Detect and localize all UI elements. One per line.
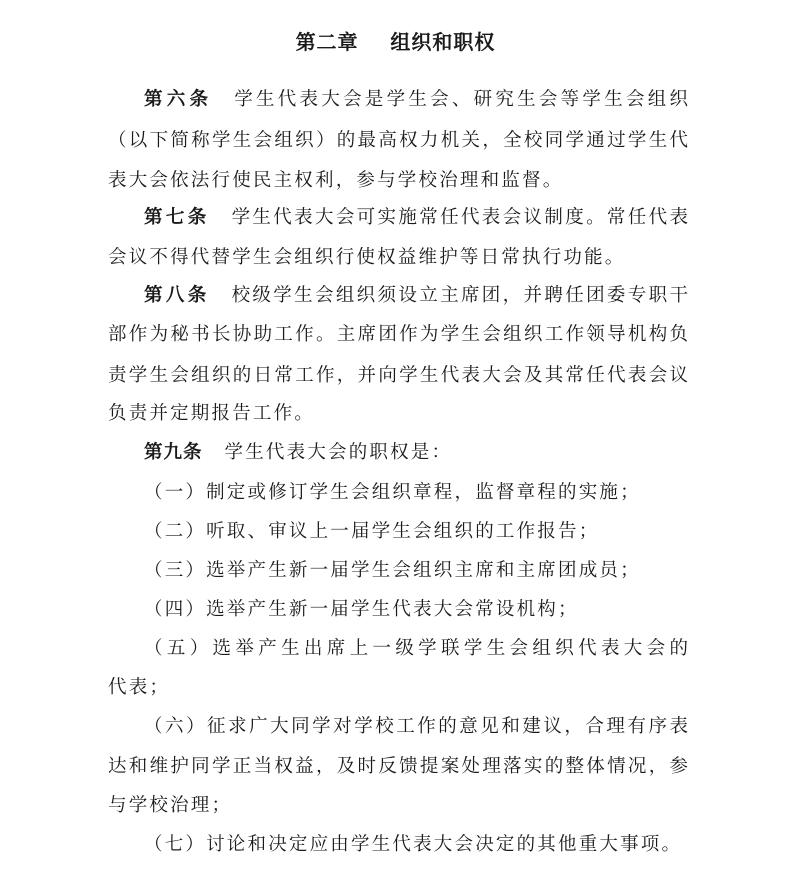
art7-line-1 xyxy=(144,205,688,231)
art6-heading: 第六条 xyxy=(144,89,213,110)
art9-item-6-cont-1: 达和维护同学正当权益，及时反馈提案处理落实的整体情况，参 xyxy=(108,756,688,777)
art9-item-6: （六）征求广大同学对学校工作的意见和建议，合理有序表 xyxy=(144,716,688,737)
art6-text-1: 学生代表大会是学生会、研究生会等学生会组织 xyxy=(234,89,688,110)
art7-text-1: 学生代表大会可实施常任代表会议制度。常任代表 xyxy=(231,207,688,228)
art8-text-1: 校级学生会组织须设立主席团，并聘任团委专职干 xyxy=(231,285,688,306)
art6-line-3: 表大会依法行使民主权利，参与学校治理和监督。 xyxy=(108,170,564,191)
art9-intro: 学生代表大会的职权是： xyxy=(224,442,453,463)
art9-item-3: （三）选举产生新一届学生会组织主席和主席团成员； xyxy=(144,560,641,581)
art9-item-2: （二）听取、审议上一届学生会组织的工作报告； xyxy=(144,521,600,542)
art9-item-6-cont-2: 与学校治理； xyxy=(108,795,233,816)
art9-line-1 xyxy=(144,440,688,466)
art6-line-1 xyxy=(144,87,688,113)
art9-item-4: （四）选举产生新一届学生代表大会常设机构； xyxy=(144,599,579,620)
art9-item-5-cont: 代表； xyxy=(108,677,171,698)
art9-item-7: （七）讨论和决定应由学生代表大会决定的其他重大事项。 xyxy=(144,834,683,855)
art8-line-2: 部作为秘书长协助工作。主席团作为学生会组织工作领导机构负 xyxy=(108,324,688,345)
art9-heading: 第九条 xyxy=(144,442,203,463)
art8-heading: 第八条 xyxy=(144,285,210,306)
art8-line-3: 责学生会组织的日常工作，并向学生代表大会及其常任代表会议 xyxy=(108,365,688,386)
art7-line-2: 会议不得代替学生会组织行使权益维护等日常执行功能。 xyxy=(108,247,626,268)
art7-heading: 第七条 xyxy=(144,207,210,228)
art9-item-1: （一）制定或修订学生会组织章程，监督章程的实施； xyxy=(144,482,641,503)
art8-line-4: 负责并定期报告工作。 xyxy=(108,403,316,424)
chapter-title: 第二章 组织和职权 xyxy=(295,30,496,54)
art9-item-5: （五）选举产生出席上一级学联学生会组织代表大会的 xyxy=(144,638,688,659)
art6-line-2: （以下简称学生会组织）的最高权力机关，全校同学通过学生代 xyxy=(108,130,688,151)
art8-line-1 xyxy=(144,283,688,309)
